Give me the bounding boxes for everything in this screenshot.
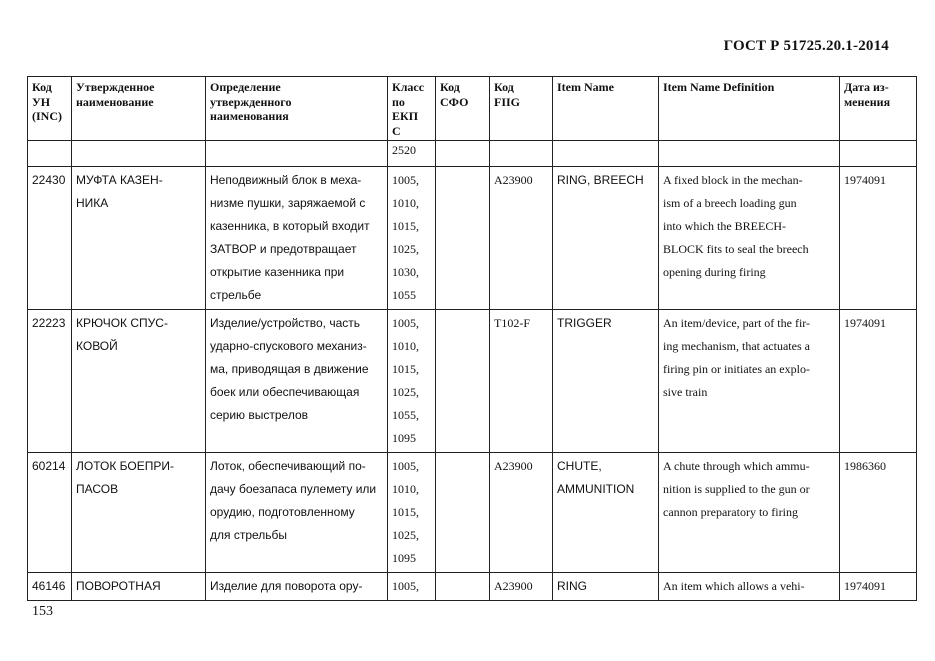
header-inc: [28, 77, 72, 141]
header-line: утвержденного: [210, 94, 292, 109]
page-number: 153: [32, 604, 53, 619]
class-cell-line: 1015,: [392, 505, 419, 519]
header-line: Item Name Definition: [663, 80, 775, 94]
item-name-cell: [553, 167, 659, 310]
approved-name-cell: [72, 167, 206, 310]
class-cell: [388, 310, 436, 453]
item-name-definition-cell-line: A fixed block in the mechan-: [663, 173, 803, 187]
item-name-definition-cell-line: ing mechanism, that actuates a: [663, 339, 810, 353]
approved-name-cell-line: КОВОЙ: [76, 339, 118, 353]
change-date-cell: 1974091: [840, 573, 917, 601]
class-cell: [388, 573, 436, 601]
header-item-name: [553, 77, 659, 141]
item-name-definition-cell: [659, 310, 840, 453]
class-cell-line: 1010,: [392, 339, 419, 353]
item-name-definition-cell-line: ism of a breech loading gun: [663, 196, 797, 210]
class-cell-line: 1005,: [392, 316, 419, 330]
class-cell-line: 1055,: [392, 408, 419, 422]
item-name-cell: [553, 453, 659, 573]
table-row: [28, 453, 917, 573]
item-name-definition-cell-line: An item which allows a vehi-: [663, 579, 805, 593]
item-name-cell-line: RING, BREECH: [557, 173, 644, 187]
header-line: Определение: [210, 80, 281, 94]
header-line: СФО: [440, 94, 469, 109]
approved-name-cell: [72, 310, 206, 453]
class-cell-line: 1025,: [392, 385, 419, 399]
class-cell-line: 1025,: [392, 528, 419, 542]
fiig-code-cell: A23900: [490, 453, 553, 573]
table-row: [28, 167, 917, 310]
definition-cell-line: ма, приводящая в движение: [210, 362, 369, 376]
inc-code-cell: 22430: [28, 167, 72, 310]
class-cell-line: 1005,: [392, 459, 419, 473]
approved-name-cell: [72, 573, 206, 601]
definition-cell-line: Лоток, обеспечивающий по-: [210, 459, 366, 473]
class-cell-line: 1030,: [392, 265, 419, 279]
item-name-definition-cell-line: into which the BREECH-: [663, 219, 786, 233]
header-line: ЕКП: [392, 109, 419, 123]
approved-name-cell-line: ЛОТОК БОЕПРИ-: [76, 459, 174, 473]
class-cell-line: 1005,: [392, 579, 419, 593]
definition-cell: [206, 310, 388, 453]
class-cell-line: 1025,: [392, 242, 419, 256]
item-name-definition-cell-line: firing pin or initiates an explo-: [663, 362, 810, 376]
document-code: ГОСТ Р 51725.20.1-2014: [723, 38, 889, 54]
item-name-definition-cell-line: cannon preparatory to firing: [663, 505, 798, 519]
item-name-definition-cell-line: nition is supplied to the gun or: [663, 482, 810, 496]
class-cell-line: 1095: [392, 551, 416, 565]
class-cell-line: 1015,: [392, 362, 419, 376]
definition-cell-line: для стрельбы: [210, 528, 288, 542]
header-item-name-definition: [659, 77, 840, 141]
definition-cell-line: орудию, подготовленному: [210, 505, 355, 519]
item-name-cell-line: TRIGGER: [557, 316, 612, 330]
definition-cell: [206, 453, 388, 573]
definition-cell-line: Изделие для поворота ору-: [210, 579, 363, 593]
approved-name-cell-line: ПОВОРОТНАЯ: [76, 579, 161, 593]
change-date-cell: 1986360: [840, 453, 917, 573]
item-name-definition-cell-line: BLOCK fits to seal the breech: [663, 242, 809, 256]
item-name-cell: [553, 573, 659, 601]
header-row: [28, 77, 917, 141]
item-name-definition-cell: [659, 573, 840, 601]
item-name-definition-cell: [659, 453, 840, 573]
definition-cell-line: стрельбе: [210, 288, 262, 302]
header-line: по: [392, 94, 405, 109]
fiig-code-cell: A23900: [490, 167, 553, 310]
definition-cell-line: боек или обеспечивающая: [210, 385, 360, 399]
change-date-cell: 1974091: [840, 310, 917, 453]
sfo-code-cell: [436, 453, 490, 573]
definition-cell: [206, 573, 388, 601]
header-line: Код: [494, 80, 514, 94]
definition-cell-line: открытие казенника при: [210, 265, 345, 279]
header-line: Item Name: [557, 80, 614, 94]
header-definition: [206, 77, 388, 141]
approved-name-cell-line: ПАСОВ: [76, 482, 119, 496]
class-cell-line: 1010,: [392, 482, 419, 496]
approved-name-cell-line: НИКА: [76, 196, 109, 210]
header-line: менения: [844, 94, 891, 109]
header-line: Код: [32, 80, 52, 94]
definition-cell-line: Изделие/устройство, часть: [210, 316, 361, 330]
header-line: Дата из-: [844, 80, 889, 94]
item-name-definition-cell-line: An item/device, part of the fir-: [663, 316, 811, 330]
change-date-cell: 1974091: [840, 167, 917, 310]
class-cell-line: 1010,: [392, 196, 419, 210]
sfo-code-cell: [436, 167, 490, 310]
item-name-definition-cell: [659, 167, 840, 310]
class-cell-line: 1055: [392, 288, 416, 302]
header-line: С: [392, 123, 401, 138]
approved-name-cell-line: МУФТА КАЗЕН-: [76, 173, 163, 187]
item-name-cell-line: AMMUNITION: [557, 482, 635, 496]
header-line: FIIG: [494, 94, 521, 109]
definition-cell-line: дачу боезапаса пулемету или: [210, 482, 377, 496]
header-line: наименование: [76, 94, 154, 109]
class-cell-line: 1095: [392, 431, 416, 445]
inc-code-cell: 60214: [28, 453, 72, 573]
definition-cell-line: ЗАТВОР и предотвращает: [210, 242, 357, 256]
item-name-cell-line: RING: [557, 579, 587, 593]
header-line: Утвержденное: [76, 80, 155, 94]
approved-name-cell: [72, 453, 206, 573]
definition-cell: [206, 167, 388, 310]
definition-cell-line: Неподвижный блок в меха-: [210, 173, 362, 187]
approved-name-cell-line: КРЮЧОК СПУС-: [76, 316, 168, 330]
table-row: [28, 573, 917, 601]
class-cell: [388, 167, 436, 310]
inc-code-cell: 46146: [28, 573, 72, 601]
sfo-code-cell: [436, 573, 490, 601]
definition-cell-line: казенника, в который входит: [210, 219, 370, 233]
header-line: Класс: [392, 80, 425, 94]
item-name-cell: [553, 310, 659, 453]
inc-code-cell: 22223: [28, 310, 72, 453]
catalog-table: [27, 76, 917, 601]
class-cell-line: 1005,: [392, 173, 419, 187]
item-name-definition-cell-line: sive train: [663, 385, 708, 399]
item-name-cell-line: CHUTE,: [557, 459, 602, 473]
continuation-row: [28, 141, 917, 167]
header-change-date: [840, 77, 917, 141]
class-cell: [388, 453, 436, 573]
definition-cell-line: серию выстрелов: [210, 408, 309, 422]
fiig-code-cell: A23900: [490, 573, 553, 601]
table-row: [28, 310, 917, 453]
header-line: Код: [440, 80, 460, 94]
header-approved-name: [72, 77, 206, 141]
item-name-definition-cell-line: opening during firing: [663, 265, 766, 279]
fiig-code-cell: T102-F: [490, 310, 553, 453]
definition-cell-line: низме пушки, заряжаемой с: [210, 196, 366, 210]
header-fiig: [490, 77, 553, 141]
header-line: УН: [32, 94, 51, 109]
header-line: (INC): [32, 109, 62, 123]
class-cell-line: 1015,: [392, 219, 419, 233]
item-name-definition-cell-line: A chute through which ammu-: [663, 459, 810, 473]
definition-cell-line: ударно-спускового механиз-: [210, 339, 367, 353]
sfo-code-cell: [436, 310, 490, 453]
header-class: [388, 77, 436, 141]
header-line: наименования: [210, 109, 289, 123]
header-sfo: [436, 77, 490, 141]
class-cell: 2520: [388, 141, 436, 167]
